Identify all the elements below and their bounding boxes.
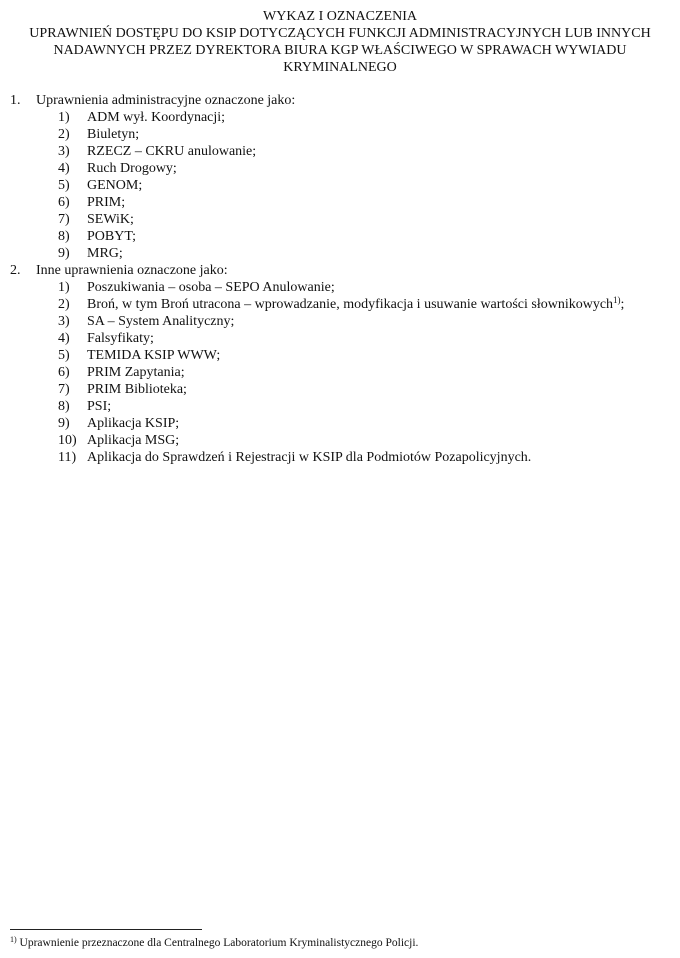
item-text: Aplikacja MSG; [87, 433, 180, 448]
document-subtitle-line: NADAWNYCH PRZEZ DYREKTORA BIURA KGP WŁAŚCIWEGO W SPRAWACH WYWIADU [53, 43, 627, 58]
footnote-mark: 1) [10, 935, 17, 944]
item-text: SA – System Analityczny; [87, 314, 235, 329]
section-administrative [0, 92, 680, 262]
section-label: Uprawnienia administracyjne oznaczone jako: [36, 93, 296, 108]
item-number: 8) [58, 399, 70, 414]
item-number: 3) [58, 314, 70, 329]
item-number: 2) [58, 127, 70, 142]
item-text: Ruch Drogowy; [87, 161, 177, 176]
list-item [0, 347, 680, 364]
item-number: 11) [58, 450, 77, 465]
item-text-with-footnote [87, 296, 624, 313]
list-item [0, 126, 680, 143]
list-item [0, 364, 680, 381]
footnote [10, 936, 418, 950]
item-text: GENOM; [87, 178, 143, 193]
item-text: Falsyfikaty; [87, 331, 154, 346]
item-number: 6) [58, 365, 70, 380]
section-number: 2. [10, 263, 21, 278]
item-text: Broń, w tym Broń utracona – wprowadzanie, modyfikacja i usuwanie wartości słownikowych [87, 297, 614, 312]
item-text: PRIM; [87, 195, 126, 210]
item-number: 5) [58, 348, 70, 363]
list-item [0, 398, 680, 415]
list-item [0, 194, 680, 211]
footnote-divider [10, 929, 202, 930]
section-other [0, 262, 680, 466]
item-text: PRIM Biblioteka; [87, 382, 187, 397]
item-number: 1) [58, 110, 70, 125]
permissions-list [0, 92, 680, 466]
list-item [0, 313, 680, 330]
item-number: 8) [58, 229, 70, 244]
footnote-text: Uprawnienie przeznaczone dla Centralnego Laboratorium Kryminalistycznego Policji. [19, 937, 419, 949]
item-text: ADM wył. Koordynacji; [87, 110, 226, 125]
item-number: 4) [58, 331, 70, 346]
item-number: 9) [58, 246, 70, 261]
list-item [0, 381, 680, 398]
item-text: RZECZ – CKRU anulowanie; [87, 144, 257, 159]
list-item [0, 143, 680, 160]
list-item [0, 449, 680, 466]
item-text: Poszukiwania – osoba – SEPO Anulowanie; [87, 280, 335, 295]
item-number: 7) [58, 212, 70, 227]
list-item [0, 160, 680, 177]
section-heading [0, 92, 680, 109]
list-item [0, 109, 680, 126]
list-item [0, 211, 680, 228]
list-item [0, 279, 680, 296]
list-item [0, 330, 680, 347]
list-item [0, 296, 680, 313]
item-number: 9) [58, 416, 70, 431]
item-text: SEWiK; [87, 212, 134, 227]
item-number: 3) [58, 144, 70, 159]
item-text: Aplikacja do Sprawdzeń i Rejestracji w KSIP dla Podmiotów Pozapolicyjnych. [87, 450, 532, 465]
item-text: POBYT; [87, 229, 137, 244]
item-text-suffix: ; [620, 297, 625, 312]
list-item [0, 245, 680, 262]
item-number: 10) [58, 433, 77, 448]
item-number: 5) [58, 178, 70, 193]
document-title: WYKAZ I OZNACZENIA [263, 9, 417, 24]
footnote-reference: 1) [613, 295, 621, 305]
section-heading [0, 262, 680, 279]
list-item [0, 177, 680, 194]
item-number: 2) [58, 297, 70, 312]
item-text: MRG; [87, 246, 123, 261]
document-subtitle-line: UPRAWNIEŃ DOSTĘPU DO KSIP DOTYCZĄCYCH FUNKCJI ADMINISTRACYJNYCH LUB INNYCH [29, 26, 651, 41]
item-number: 6) [58, 195, 70, 210]
list-item [0, 228, 680, 245]
document-header [0, 8, 680, 76]
item-text: PSI; [87, 399, 112, 414]
list-item [0, 432, 680, 449]
section-number: 1. [10, 93, 21, 108]
item-number: 7) [58, 382, 70, 397]
section-label: Inne uprawnienia oznaczone jako: [36, 263, 228, 278]
item-number: 1) [58, 280, 70, 295]
item-text: Aplikacja KSIP; [87, 416, 180, 431]
list-item [0, 415, 680, 432]
item-text: Biuletyn; [87, 127, 140, 142]
item-text: PRIM Zapytania; [87, 365, 185, 380]
item-text: TEMIDA KSIP WWW; [87, 348, 221, 363]
document-subtitle-line: KRYMINALNEGO [283, 60, 397, 75]
item-number: 4) [58, 161, 70, 176]
